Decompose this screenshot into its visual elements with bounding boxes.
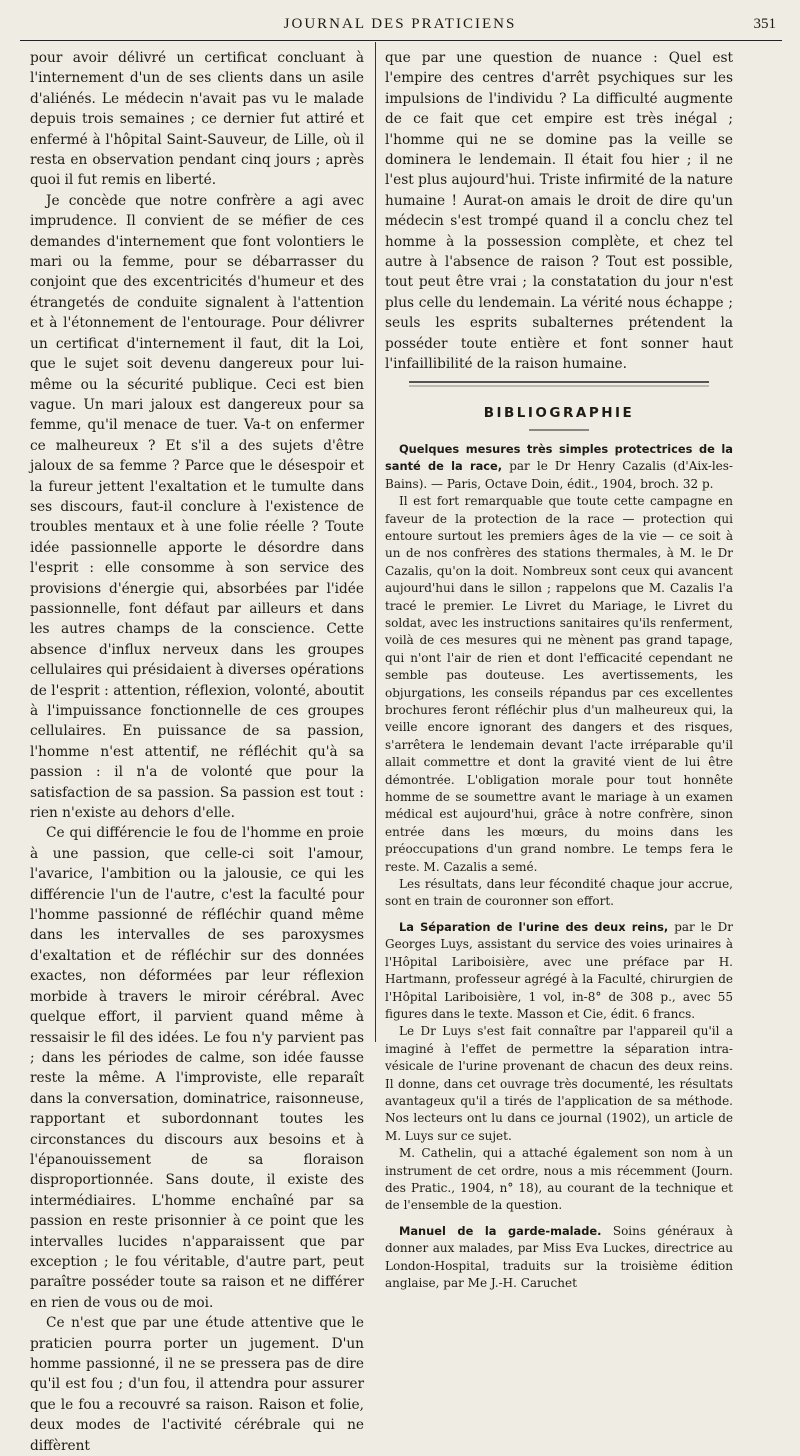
right-column [385,48,733,1292]
entry-3-meta: Soins généraux à donner aux malades, par Miss Eva Luckes, directrice au London-Hospital, traduits sur la troisième édition anglaise, par Me J.-H. Caruchet [385,1223,733,1290]
entry-1-body-1: Il est fort remarquable que toute cette campagne en faveur de la protection de la race — protection qui entoure surtout les premiers âges de la vie — ce soit à un de nos confrères des stations thermales, à M. le Dr Cazalis, qu'on la doit. Nombreux sont ceux qui avancent aujourd'hui dans le sillon ; rappelons que M. Cazalis l'a tracé le premier. Le Livret du Mariage, le Livret du soldat, avec les instructions sanitaires qu'ils renferment, voilà de ces mesures qui ne mènent pas grand tapage, qui n'ont l'air de rien et dont l'efficacité cependant ne semble pas douteuse. Les avertissements, les objurgations, les conseils répandus par ces excellentes brochures feront réfléchir plus d'un malheureux qui, la veille encore ignorant des dangers et des risques, s'arrêtera le lendemain devant l'acte irréparable qu'il allait commettre et dont la gravité vient de lui être démontrée. L'obligation morale pour tout honnête homme de se soumettre avant le mariage à un examen médical est aujourd'hui, grâce à notre confrère, sinon entrée dans les mœurs, du moins dans les préoccupations d'un grand nombre. Le temps fera le reste. M. Cazalis a semé. [385,494,733,874]
entry-3-title: Manuel de la garde-malade. [399,1223,602,1238]
entry-2-meta: par le Dr Georges Luys, assistant du service des voies urinaires à l'Hôpital Lariboisière, avec une préface par H. Hartmann, professeur agrégé à la Faculté, chirurgien de l'Hôpital Lariboisière, 1 vol, in-8° de 308 p., avec 55 figures dans le texte. Masson et Cie, édit. 6 francs. [385,919,733,1021]
entry-1-meta: par le Dr Henry Cazalis (d'Aix-les-Bains). — Paris, Octave Doin, édit., 1904, broch. 32 p. [385,459,733,491]
entry-1-title: Quelques mesures très simples protectrices de la santé de la race, [385,441,733,474]
left-column [30,48,364,1456]
entry-3-heading [385,1223,733,1293]
left-paragraph-4: Ce n'est que par une étude attentive que le praticien pourra porter un jugement. D'un homme passionné, il ne se pressera pas de dire qu'il est fou ; d'un fou, il attendra pour assurer que le fou a recouvré sa raison. Raison et folie, deux modes de l'activité cérébrale qui ne diffèrent [30,1315,364,1454]
left-paragraph-2: Je concède que notre confrère a agi avec imprudence. Il convient de se méfier de ces demandes d'internement que font volontiers le mari ou la femme, pour se débarrasser du conjoint que des excentricités d'humeur et des étrangetés de conduite signalent à l'attention et à l'étonnement de l'entourage. Pour délivrer un certificat d'internement il faut, dit la Loi, que le sujet soit devenu dangereux pour lui-même ou la sécurité publique. Ceci est bien vague. Un mari jaloux est dangereux pour sa femme, qu'il menace de tuer. Va-t on enfermer ce malheureux ? Et s'il a des sujets d'être jaloux de sa femme ? Parce que le désespoir et la fureur jettent l'exaltation et le tumulte dans ses discours, faut-il conclure à l'existence de troubles mentaux et à une folie réelle ? Toute idée passionnelle apporte le désordre dans l'esprit : elle consomme à son service des provisions d'énergie qui, absorbées par l'idée passionnelle, font défaut par ailleurs et dans les autres champs de la conscience. Cette absence d'influx nerveux dans les groupes cellulaires qui présidaient à diverses opérations de l'esprit : attention, réflexion, volonté, aboutit à l'impuissance fonctionnelle de ces groupes cellulaires. En puissance de sa passion, l'homme n'est attentif, ne réfléchit qu'à sa passion : il n'a de volonté que pour la satisfaction de sa passion. Sa passion est tout : rien n'existe au dehors d'elle. [30,192,364,822]
bibliography-entries [385,441,733,1293]
entry-2-title: La Séparation de l'urine des deux reins, [399,919,669,934]
entry-2-body-2: M. Cathelin, qui a attaché également son nom à un instrument de cet ordre, nous a mis récemment (Journ. des Pratic., 1904, n° 18), au courant de la technique et de l'ensemble de la question. [385,1146,733,1213]
journal-title: JOURNAL DES PRATICIENS [283,16,517,32]
right-paragraph-1: que par une question de nuance : Quel est l'empire des centres d'arrêt psychiques sur les impulsions de l'individu ? La difficulté augmente de ce fait que cet empire est très inégal ; l'homme qui ne se domine pas la veille se dominera le lendemain. Il était fou hier ; il ne l'est plus aujourd'hui. Triste infirmité de la nature humaine ! Aurat-on amais le droit de dire qu'un médecin s'est trompé quand il a conclu chez tel homme à la possession complète, et chez tel autre à l'absence de raison ? Tout est possible, tout peut être vrai ; la constatation du jour n'est plus celle du lendemain. La vérité nous échappe ; seuls les esprits subalternes prétendent la posséder toute entière et font sonner haut l'infaillibilité de la raison humaine. [385,50,733,373]
ornament-rule-bottom [529,427,589,433]
ornament-rule-top [409,379,709,389]
bibliography-heading: BIBLIOGRAPHIE [483,404,635,421]
column-separator [375,42,376,1042]
left-paragraph-3: Ce qui différencie le fou de l'homme en proie à une passion, que celle-ci soit l'amour, l'avarice, l'ambition ou la jalousie, ce qui les différencie l'un de l'autre, c'est la faculté pour l'homme passionné de réfléchir quand même dans les intervalles de ses paroxysmes d'exaltation et de réfléchir sur des données exactes, non déformées par leur réflexion morbide à travers le miroir cérébral. Avec quelque effort, il parvient quand même à ressaisir le fil des idées. Le fou n'y parvient pas ; dans les périodes de calme, son idée fausse reste la même. A l'improviste, elle reparaît dans la conversation, dominatrice, raisonneuse, rapportant et subordonnant toutes les circonstances du discours aux besoins et à l'épanouissement de sa floraison disproportionnée. Sans doute, il existe des intermédiaires. L'homme enchaîné par sa passion en reste prisonnier à ce point que les intervalles lucides n'apparaissent que par exception ; le fou véritable, d'autre part, peut paraître posséder toute sa raison et ne différer en rien de vous ou de moi. [30,825,364,1311]
entry-2-heading [385,919,733,1023]
entry-1-body-2: Les résultats, dans leur fécondité chaque jour accrue, sont en train de couronner son effort. [385,877,733,909]
entry-1-heading [385,441,733,493]
left-paragraph-1: pour avoir délivré un certificat concluant à l'internement d'un de ses clients dans un asile d'aliénés. Le médecin n'avait pas vu le malade depuis trois semaines ; ce dernier fut attiré et enfermé à l'hôpital Saint-Sauveur, de Lille, où il resta en observation pendant cinq jours ; après quoi il fut remis en liberté. [30,50,364,189]
entry-2-body-1: Le Dr Luys s'est fait connaître par l'appareil qu'il a imaginé à l'effet de permettre la séparation intra-vésicale de l'urine provenant de chacun des deux reins. Il donne, dans cet ouvrage très documenté, les résultats avantageux qu'il a tirés de l'application de sa méthode. Nos lecteurs ont lu dans ce journal (1902), un article de M. Luys sur ce sujet. [385,1024,733,1143]
page-number: 351 [753,16,776,32]
page-header [0,10,800,38]
header-rule [20,40,782,41]
